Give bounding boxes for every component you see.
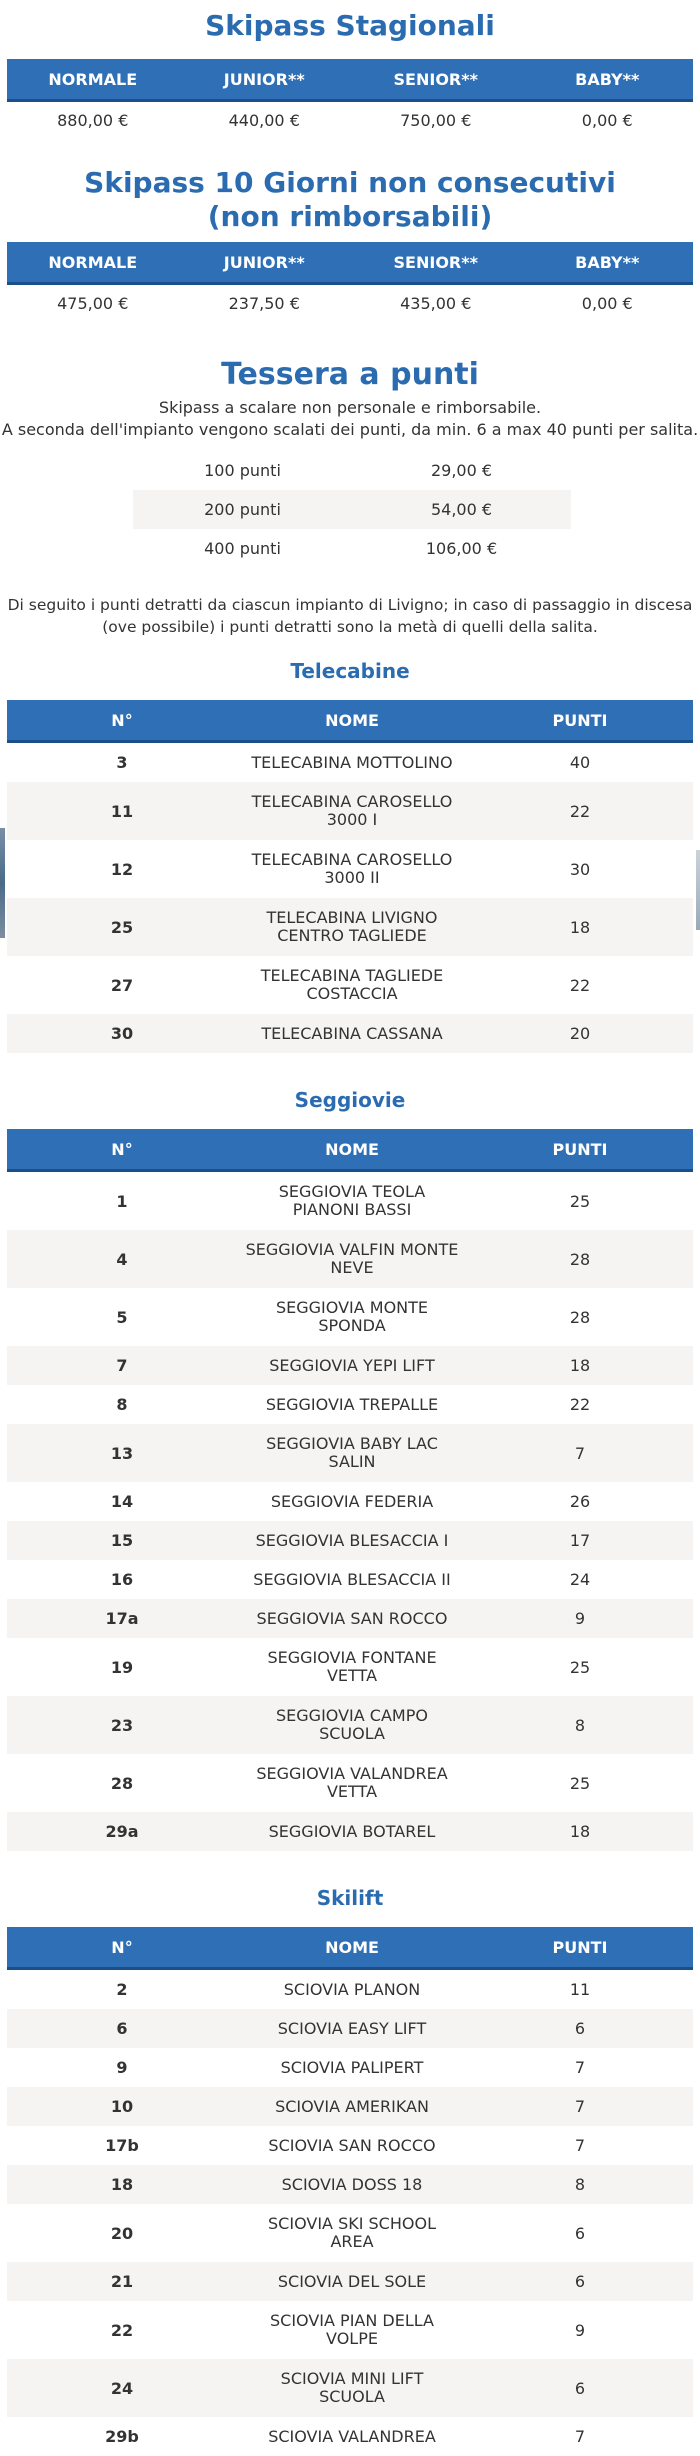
lift-name-line: TELECABINA CAROSELLO xyxy=(238,851,466,869)
lift-name-line: SEGGIOVIA CAMPO xyxy=(238,1707,466,1725)
lift-name-line: SEGGIOVIA BABY LAC xyxy=(238,1435,466,1453)
lift-name-line: SEGGIOVIA SAN ROCCO xyxy=(238,1610,466,1628)
table-row xyxy=(7,1482,693,1521)
price-junior: 237,50 € xyxy=(179,284,351,322)
col-normale: NORMALE xyxy=(7,242,179,284)
points-price: 106,00 € xyxy=(352,529,571,568)
points-row xyxy=(133,451,571,490)
skilift-rows xyxy=(7,1969,693,2456)
lift-name xyxy=(237,1599,467,1638)
lift-name xyxy=(237,742,467,783)
lift-name xyxy=(237,2301,467,2359)
lift-number: 12 xyxy=(7,840,237,898)
table-row xyxy=(7,1385,693,1424)
col-normale: NORMALE xyxy=(7,59,179,101)
right-edge-image-fragment xyxy=(696,850,700,930)
points-amount: 200 punti xyxy=(133,490,352,529)
lift-number: 10 xyxy=(7,2087,237,2126)
col-name: NOME xyxy=(237,700,467,742)
seggiovie-rows xyxy=(7,1171,693,1852)
lift-points: 25 xyxy=(467,1754,693,1812)
lift-name-line: TELECABINA LIVIGNO xyxy=(238,909,466,927)
lift-number: 25 xyxy=(7,898,237,956)
lift-points: 8 xyxy=(467,1696,693,1754)
lift-number: 21 xyxy=(7,2262,237,2301)
lift-points: 9 xyxy=(467,2301,693,2359)
lift-name xyxy=(237,1346,467,1385)
lift-name xyxy=(237,782,467,840)
lift-name xyxy=(237,1638,467,1696)
lifts-header-row xyxy=(7,700,693,742)
lift-name-line: SEGGIOVIA FEDERIA xyxy=(238,1493,466,1511)
lift-points: 17 xyxy=(467,1521,693,1560)
lift-name xyxy=(237,1754,467,1812)
lift-name xyxy=(237,1230,467,1288)
lift-number: 27 xyxy=(7,956,237,1014)
points-amount: 400 punti xyxy=(133,529,352,568)
table-row xyxy=(7,1638,693,1696)
section-title-skipass-stagionali: Skipass Stagionali xyxy=(0,8,700,52)
lift-number: 2 xyxy=(7,1969,237,2010)
lift-name xyxy=(237,1969,467,2010)
table-row xyxy=(7,1171,693,1231)
section-title-seggiovie: Seggiovie xyxy=(0,1085,700,1115)
lift-points: 18 xyxy=(467,1812,693,1851)
price-table-stagionali xyxy=(7,59,693,138)
col-number: N° xyxy=(7,1129,237,1171)
section-title-skipass-10-giorni: Skipass 10 Giorni non consecutivi (non rimborsabili) xyxy=(70,166,630,234)
lift-number: 13 xyxy=(7,1424,237,1482)
telecabine-rows xyxy=(7,742,693,1054)
points-price-table xyxy=(133,451,571,568)
lift-number: 8 xyxy=(7,1385,237,1424)
table-row xyxy=(7,956,693,1014)
table-row xyxy=(7,782,693,840)
lift-name-line: SCIOVIA PIAN DELLA xyxy=(238,2312,466,2330)
lift-number: 7 xyxy=(7,1346,237,1385)
lift-name xyxy=(237,2204,467,2262)
lift-name xyxy=(237,1482,467,1521)
lift-name-line: SEGGIOVIA TREPALLE xyxy=(238,1396,466,1414)
skilift-table xyxy=(7,1927,693,2456)
points-price: 54,00 € xyxy=(352,490,571,529)
tessera-line-2: A seconda dell'impianto vengono scalati dei punti, da min. 6 a max 40 punti per salita. xyxy=(0,419,700,441)
lift-name xyxy=(237,840,467,898)
price-normale: 475,00 € xyxy=(7,284,179,322)
lift-name-line: SCIOVIA SKI SCHOOL xyxy=(238,2215,466,2233)
lift-name-line: 3000 II xyxy=(238,869,466,887)
lift-name-line: COSTACCIA xyxy=(238,985,466,1003)
lift-name xyxy=(237,1171,467,1231)
lift-name-line: SCIOVIA PLANON xyxy=(238,1981,466,1999)
price-table-10-giorni xyxy=(7,242,693,321)
lift-points: 25 xyxy=(467,1171,693,1231)
lift-name-line: TELECABINA CASSANA xyxy=(238,1025,466,1043)
lift-points: 26 xyxy=(467,1482,693,1521)
lift-number: 18 xyxy=(7,2165,237,2204)
lift-number: 15 xyxy=(7,1521,237,1560)
lift-name xyxy=(237,1288,467,1346)
col-number: N° xyxy=(7,700,237,742)
lift-name xyxy=(237,1521,467,1560)
points-note-line-1: Di seguito i punti detratti da ciascun impianto di Livigno; in caso di passaggio in discesa xyxy=(0,594,700,616)
col-points: PUNTI xyxy=(467,1129,693,1171)
lift-name xyxy=(237,1424,467,1482)
lift-number: 28 xyxy=(7,1754,237,1812)
lift-name-line: SCIOVIA DOSS 18 xyxy=(238,2176,466,2194)
table-row xyxy=(7,2087,693,2126)
lift-number: 29a xyxy=(7,1812,237,1851)
points-row xyxy=(133,529,571,568)
table-row xyxy=(7,2417,693,2456)
table-row xyxy=(7,742,693,783)
lift-points: 11 xyxy=(467,1969,693,2010)
price-row xyxy=(7,101,693,139)
lift-number: 11 xyxy=(7,782,237,840)
col-number: N° xyxy=(7,1927,237,1969)
lift-points: 25 xyxy=(467,1638,693,1696)
lift-points: 7 xyxy=(467,2087,693,2126)
lift-name-line: TELECABINA CAROSELLO xyxy=(238,793,466,811)
points-row xyxy=(133,490,571,529)
lift-points: 6 xyxy=(467,2009,693,2048)
lift-name xyxy=(237,2087,467,2126)
lift-number: 1 xyxy=(7,1171,237,1231)
lift-name xyxy=(237,2359,467,2417)
lift-number: 14 xyxy=(7,1482,237,1521)
lift-number: 16 xyxy=(7,1560,237,1599)
lift-points: 22 xyxy=(467,956,693,1014)
table-row xyxy=(7,1346,693,1385)
points-note xyxy=(0,594,700,638)
lift-points: 24 xyxy=(467,1560,693,1599)
lift-name-line: SCUOLA xyxy=(238,1725,466,1743)
table-row xyxy=(7,2048,693,2087)
lift-name-line: 3000 I xyxy=(238,811,466,829)
table-row xyxy=(7,1812,693,1851)
lift-points: 6 xyxy=(467,2359,693,2417)
lift-name xyxy=(237,2262,467,2301)
lift-name xyxy=(237,1014,467,1053)
col-name: NOME xyxy=(237,1927,467,1969)
table-row xyxy=(7,898,693,956)
table-row xyxy=(7,1230,693,1288)
left-edge-image-fragment xyxy=(0,828,5,938)
lift-name-line: VOLPE xyxy=(238,2330,466,2348)
lift-name xyxy=(237,2048,467,2087)
table-row xyxy=(7,2009,693,2048)
lift-number: 9 xyxy=(7,2048,237,2087)
lift-points: 22 xyxy=(467,782,693,840)
table-row xyxy=(7,1560,693,1599)
lift-points: 28 xyxy=(467,1230,693,1288)
lift-name xyxy=(237,2009,467,2048)
price-baby: 0,00 € xyxy=(522,101,694,139)
lift-name-line: PIANONI BASSI xyxy=(238,1201,466,1219)
lift-name xyxy=(237,2165,467,2204)
table-row xyxy=(7,2359,693,2417)
lift-name-line: NEVE xyxy=(238,1259,466,1277)
col-baby: BABY** xyxy=(522,242,694,284)
lift-name-line: TELECABINA TAGLIEDE xyxy=(238,967,466,985)
lift-name-line: VETTA xyxy=(238,1783,466,1801)
seggiovie-table xyxy=(7,1129,693,1851)
lift-name-line: SALIN xyxy=(238,1453,466,1471)
col-name: NOME xyxy=(237,1129,467,1171)
table-row xyxy=(7,2204,693,2262)
lift-name-line: SCIOVIA PALIPERT xyxy=(238,2059,466,2077)
lift-number: 30 xyxy=(7,1014,237,1053)
lift-number: 6 xyxy=(7,2009,237,2048)
lift-points: 9 xyxy=(467,1599,693,1638)
lift-name-line: SEGGIOVIA VALANDREA xyxy=(238,1765,466,1783)
lift-name-line: CENTRO TAGLIEDE xyxy=(238,927,466,945)
lift-name-line: SEGGIOVIA BOTAREL xyxy=(238,1823,466,1841)
lift-number: 23 xyxy=(7,1696,237,1754)
lift-points: 7 xyxy=(467,2048,693,2087)
points-amount: 100 punti xyxy=(133,451,352,490)
lifts-header-row xyxy=(7,1927,693,1969)
lift-number: 3 xyxy=(7,742,237,783)
price-header-row xyxy=(7,59,693,101)
lift-number: 17a xyxy=(7,1599,237,1638)
lift-points: 30 xyxy=(467,840,693,898)
tessera-line-1: Skipass a scalare non personale e rimborsabile. xyxy=(0,397,700,419)
lift-name-line: SCIOVIA SAN ROCCO xyxy=(238,2137,466,2155)
points-price: 29,00 € xyxy=(352,451,571,490)
lift-points: 6 xyxy=(467,2262,693,2301)
lift-points: 7 xyxy=(467,2417,693,2456)
table-row xyxy=(7,1696,693,1754)
points-note-line-2: (ove possibile) i punti detratti sono la metà di quelli della salita. xyxy=(0,616,700,638)
lift-points: 18 xyxy=(467,1346,693,1385)
lift-number: 22 xyxy=(7,2301,237,2359)
lift-points: 22 xyxy=(467,1385,693,1424)
lift-name xyxy=(237,2126,467,2165)
lift-name-line: SEGGIOVIA BLESACCIA II xyxy=(238,1571,466,1589)
table-row xyxy=(7,2165,693,2204)
section-title-skilift: Skilift xyxy=(0,1883,700,1913)
lift-points: 40 xyxy=(467,742,693,783)
lift-number: 24 xyxy=(7,2359,237,2417)
lift-name xyxy=(237,1812,467,1851)
price-normale: 880,00 € xyxy=(7,101,179,139)
lift-name xyxy=(237,956,467,1014)
col-points: PUNTI xyxy=(467,700,693,742)
lift-name-line: VETTA xyxy=(238,1667,466,1685)
lift-number: 20 xyxy=(7,2204,237,2262)
price-junior: 440,00 € xyxy=(179,101,351,139)
col-baby: BABY** xyxy=(522,59,694,101)
lift-points: 7 xyxy=(467,2126,693,2165)
lift-points: 18 xyxy=(467,898,693,956)
lift-name xyxy=(237,2417,467,2456)
price-baby: 0,00 € xyxy=(522,284,694,322)
lift-name-line: SEGGIOVIA BLESACCIA I xyxy=(238,1532,466,1550)
price-row xyxy=(7,284,693,322)
telecabine-table xyxy=(7,700,693,1053)
lift-name xyxy=(237,898,467,956)
price-senior: 435,00 € xyxy=(350,284,522,322)
lifts-header-row xyxy=(7,1129,693,1171)
lift-number: 5 xyxy=(7,1288,237,1346)
section-title-telecabine: Telecabine xyxy=(0,656,700,686)
lift-name-line: TELECABINA MOTTOLINO xyxy=(238,754,466,772)
table-row xyxy=(7,1521,693,1560)
lift-name-line: SCUOLA xyxy=(238,2388,466,2406)
lift-name-line: SCIOVIA VALANDREA xyxy=(238,2428,466,2446)
col-junior: JUNIOR** xyxy=(179,242,351,284)
lift-name xyxy=(237,1385,467,1424)
col-points: PUNTI xyxy=(467,1927,693,1969)
price-header-row xyxy=(7,242,693,284)
table-row xyxy=(7,2301,693,2359)
lift-points: 20 xyxy=(467,1014,693,1053)
lift-number: 29b xyxy=(7,2417,237,2456)
lift-name-line: SCIOVIA DEL SOLE xyxy=(238,2273,466,2291)
lift-name xyxy=(237,1696,467,1754)
table-row xyxy=(7,840,693,898)
table-row xyxy=(7,1754,693,1812)
lift-number: 17b xyxy=(7,2126,237,2165)
lift-points: 7 xyxy=(467,1424,693,1482)
lift-name-line: SCIOVIA EASY LIFT xyxy=(238,2020,466,2038)
lift-name xyxy=(237,1560,467,1599)
col-senior: SENIOR** xyxy=(350,59,522,101)
section-title-tessera-punti: Tessera a punti xyxy=(0,355,700,395)
table-row xyxy=(7,1288,693,1346)
lift-name-line: SEGGIOVIA TEOLA xyxy=(238,1183,466,1201)
table-row xyxy=(7,1424,693,1482)
lift-points: 6 xyxy=(467,2204,693,2262)
col-senior: SENIOR** xyxy=(350,242,522,284)
lift-number: 19 xyxy=(7,1638,237,1696)
table-row xyxy=(7,2126,693,2165)
lift-name-line: SEGGIOVIA MONTE xyxy=(238,1299,466,1317)
lift-name-line: SEGGIOVIA VALFIN MONTE xyxy=(238,1241,466,1259)
col-junior: JUNIOR** xyxy=(179,59,351,101)
table-row xyxy=(7,1969,693,2010)
table-row xyxy=(7,1014,693,1053)
lift-number: 4 xyxy=(7,1230,237,1288)
lift-name-line: SPONDA xyxy=(238,1317,466,1335)
lift-name-line: SEGGIOVIA FONTANE xyxy=(238,1649,466,1667)
lift-name-line: SEGGIOVIA YEPI LIFT xyxy=(238,1357,466,1375)
tessera-description xyxy=(0,397,700,441)
lift-name-line: SCIOVIA MINI LIFT xyxy=(238,2370,466,2388)
price-senior: 750,00 € xyxy=(350,101,522,139)
lift-name-line: AREA xyxy=(238,2233,466,2251)
table-row xyxy=(7,1599,693,1638)
lift-name-line: SCIOVIA AMERIKAN xyxy=(238,2098,466,2116)
lift-points: 8 xyxy=(467,2165,693,2204)
lift-points: 28 xyxy=(467,1288,693,1346)
table-row xyxy=(7,2262,693,2301)
